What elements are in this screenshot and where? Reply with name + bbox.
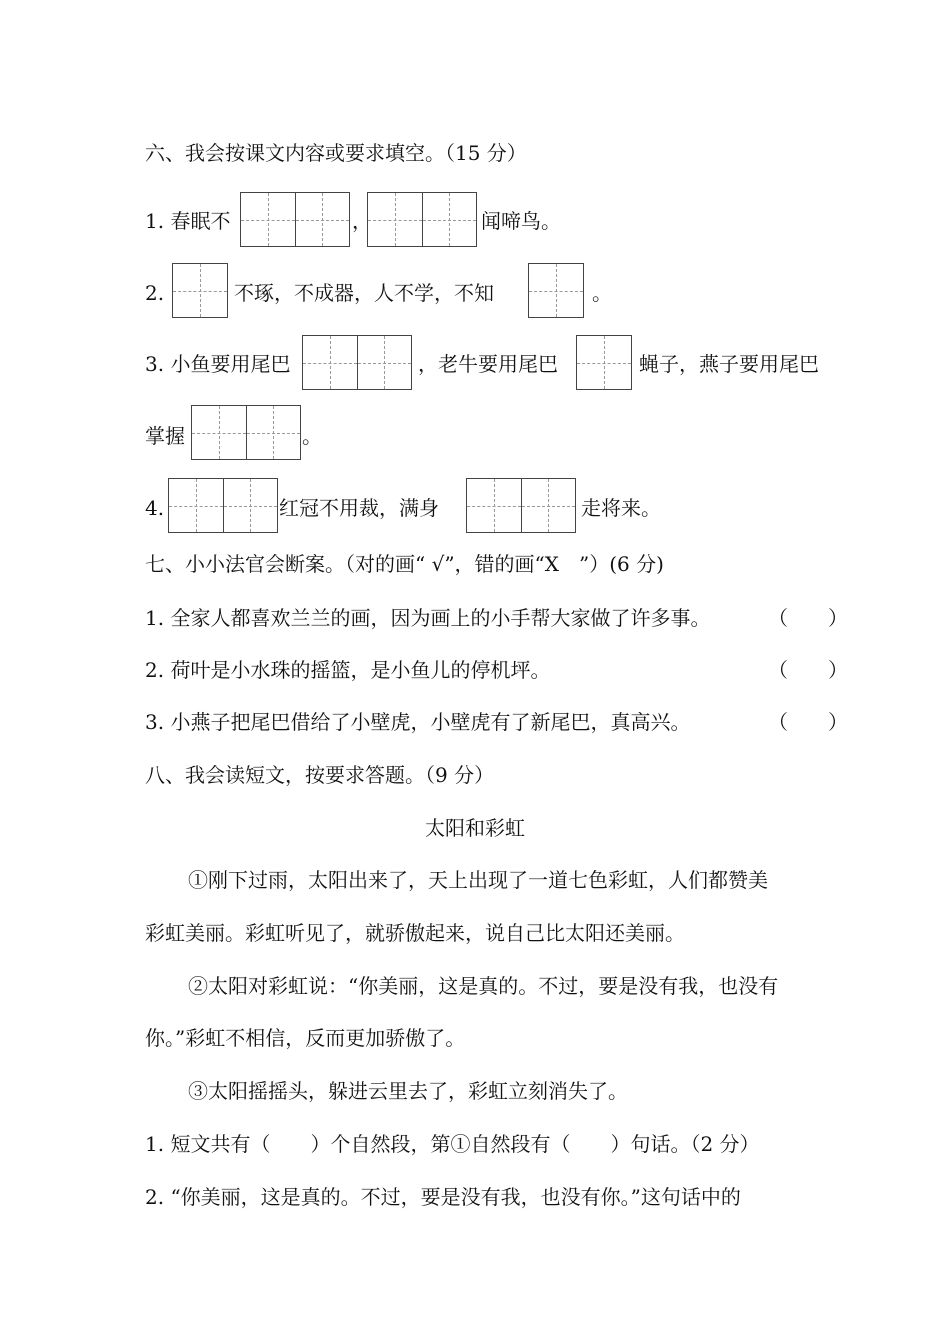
section7-heading: 七、小小法官会断案。（对的画“ √”，错的画“X ”）(6 分) xyxy=(145,552,664,576)
answer-grid-q2a[interactable] xyxy=(172,263,228,318)
answer-grid-q2b[interactable] xyxy=(528,263,584,318)
judge-answer-2[interactable]: （ ） xyxy=(768,658,848,682)
judge-answer-1[interactable]: （ ） xyxy=(768,606,848,630)
answer-grid-q4b[interactable] xyxy=(466,478,576,533)
answer-grid-q3c[interactable] xyxy=(191,405,301,460)
answer-grid-q4a[interactable] xyxy=(168,478,278,533)
q3-prefix: 3. 小鱼要用尾巴 xyxy=(145,352,291,376)
q3-suffix: 蝇子，燕子要用尾巴 xyxy=(639,352,819,376)
answer-grid-q1a[interactable] xyxy=(240,192,350,247)
passage-para1-line2: 彩虹美丽。彩虹听见了，就骄傲起来，说自己比太阳还美丽。 xyxy=(145,921,685,945)
section6-heading: 六、我会按课文内容或要求填空。（15 分） xyxy=(145,141,527,165)
passage-para2-line2: 你。”彩虹不相信，反而更加骄傲了。 xyxy=(145,1026,466,1050)
reading-question-2: 2. “你美丽，这是真的。不过，要是没有我，也没有你。”这句话中的 xyxy=(145,1185,741,1209)
q3-line2-prefix: 掌握 xyxy=(145,424,185,448)
q2-middle: 不琢，不成器，人不学，不知 xyxy=(234,281,494,305)
answer-grid-q3a[interactable] xyxy=(302,335,412,390)
q1-comma: ， xyxy=(352,209,372,233)
q4-number: 4. xyxy=(145,496,165,520)
q4-suffix: 走将来。 xyxy=(581,496,661,520)
judge-item-1: 1. 全家人都喜欢兰兰的画，因为画上的小手帮大家做了许多事。 xyxy=(145,606,711,630)
q3-middle: ，老牛要用尾巴 xyxy=(418,352,558,376)
q1-suffix: 闻啼鸟。 xyxy=(481,209,561,233)
judge-item-3: 3. 小燕子把尾巴借给了小壁虎，小壁虎有了新尾巴，真高兴。 xyxy=(145,710,691,734)
reading-question-1: 1. 短文共有（ ）个自然段，第①自然段有（ ）句话。（2 分） xyxy=(145,1132,760,1156)
judge-item-2: 2. 荷叶是小水珠的摇篮，是小鱼儿的停机坪。 xyxy=(145,658,551,682)
passage-para2-line1: ②太阳对彩虹说：“你美丽，这是真的。不过，要是没有我，也没有 xyxy=(188,974,779,998)
q4-middle: 红冠不用裁，满身 xyxy=(279,496,439,520)
answer-grid-q3b[interactable] xyxy=(576,335,632,390)
section8-heading: 八、我会读短文，按要求答题。（9 分） xyxy=(145,763,495,787)
answer-grid-q1b[interactable] xyxy=(367,192,477,247)
q2-number: 2. xyxy=(145,281,165,305)
judge-answer-3[interactable]: （ ） xyxy=(768,710,848,734)
q3-line2-end: 。 xyxy=(302,424,322,448)
passage-para1-line1: ①刚下过雨，太阳出来了，天上出现了一道七色彩虹，人们都赞美 xyxy=(188,868,768,892)
passage-title: 太阳和彩虹 xyxy=(425,816,525,840)
q2-end: 。 xyxy=(592,281,612,305)
q1-prefix: 1. 春眠不 xyxy=(145,209,231,233)
passage-para3: ③太阳摇摇头，躲进云里去了，彩虹立刻消失了。 xyxy=(188,1079,628,1103)
